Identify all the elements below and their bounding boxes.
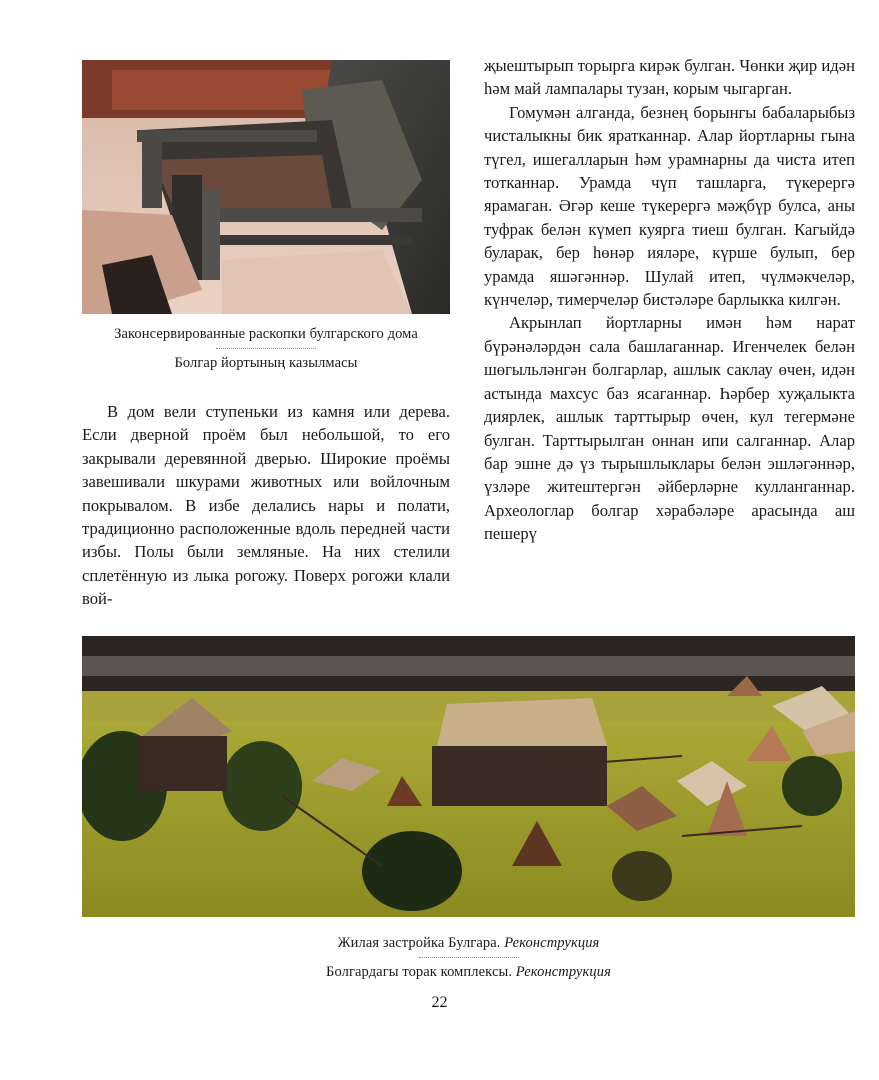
caption-tatar-italic: Реконструкция [515, 964, 611, 980]
right-text-column [484, 54, 855, 546]
bottom-figure-caption [82, 933, 855, 982]
caption-russian-italic: Реконструкция [504, 935, 600, 951]
top-figure-caption [72, 324, 460, 373]
left-text-column [82, 400, 450, 611]
caption-divider [216, 348, 316, 349]
left-paragraph: В дом вели ступеньки из камня или дерева. Если дверной проём был небольшой, то его закрывали деревянной дверью. Широкие проёмы завешивали шкурами животных или войлочным покрывалом. В избе делались нары и полати, традиционно расположенные вдоль передней части избы. Полы были земляные. На них стелили сплетённую из лыка рогожу. Поверх рогожи клали вой- [82, 402, 450, 609]
page-number: 22 [431, 994, 448, 1011]
caption-divider [419, 957, 519, 958]
right-paragraph-1: җыештырып торырга кирәк булган. Чөнки җир идән һәм май лампалары тузан, корым чыгарган. [484, 56, 855, 99]
caption-tatar-main: Болгардагы торак комплексы. [326, 964, 513, 980]
caption-russian: Законсервированные раскопки булгарского дома [114, 326, 418, 342]
caption-tatar [82, 962, 855, 982]
right-paragraph-3: Акрынлап йортларны имән һәм нарат бүрәнәләрдән сала башлаганнар. Игенчелек белән шөгыльләнгән болгарлар, ашлык саклау өчен, идән астында махсус баз ясаганнар. Һәрбер хуҗалыкта диярлек, ашлык тарттырыр өчен, кул тегермәне булган. Тарттырылган оннан ипи салганнар. Алар бар эшне дә үз тырышлыклары белән эшләгәннәр, үзләре житештергән әйберләрне кулланганнар. Археологлар болгар хәрабәләре арасында аш пешерү [484, 313, 855, 544]
caption-tatar: Болгар йортының казылмасы [174, 355, 358, 371]
reconstruction-photo [82, 636, 855, 917]
excavation-photo [82, 60, 450, 314]
right-paragraph-2: Гомумән алганда, безнең борынгы бабаларыбыз чисталыкны бик яратканнар. Алар йортларны гына түгел, ишегалларын һәм урамнарны да чиста итеп тотканнар. Урамда чүп ташларга, түкерергә ярамаган. Әгәр кеше түкерергә мәҗбүр булса, аны туфрак белән күмеп куярга тиеш булган. Кагыйдә буларак, бер һөнәр ияләре, күрше булып, бер урамда яшәгәннәр. Шулай итеп, чүлмәкчеләр, күнчеләр, тимерчеләр бистәләре барлыкка килгән. [484, 102, 855, 310]
caption-russian-main: Жилая застройка Булгара. [337, 935, 501, 951]
caption-russian [82, 933, 855, 953]
